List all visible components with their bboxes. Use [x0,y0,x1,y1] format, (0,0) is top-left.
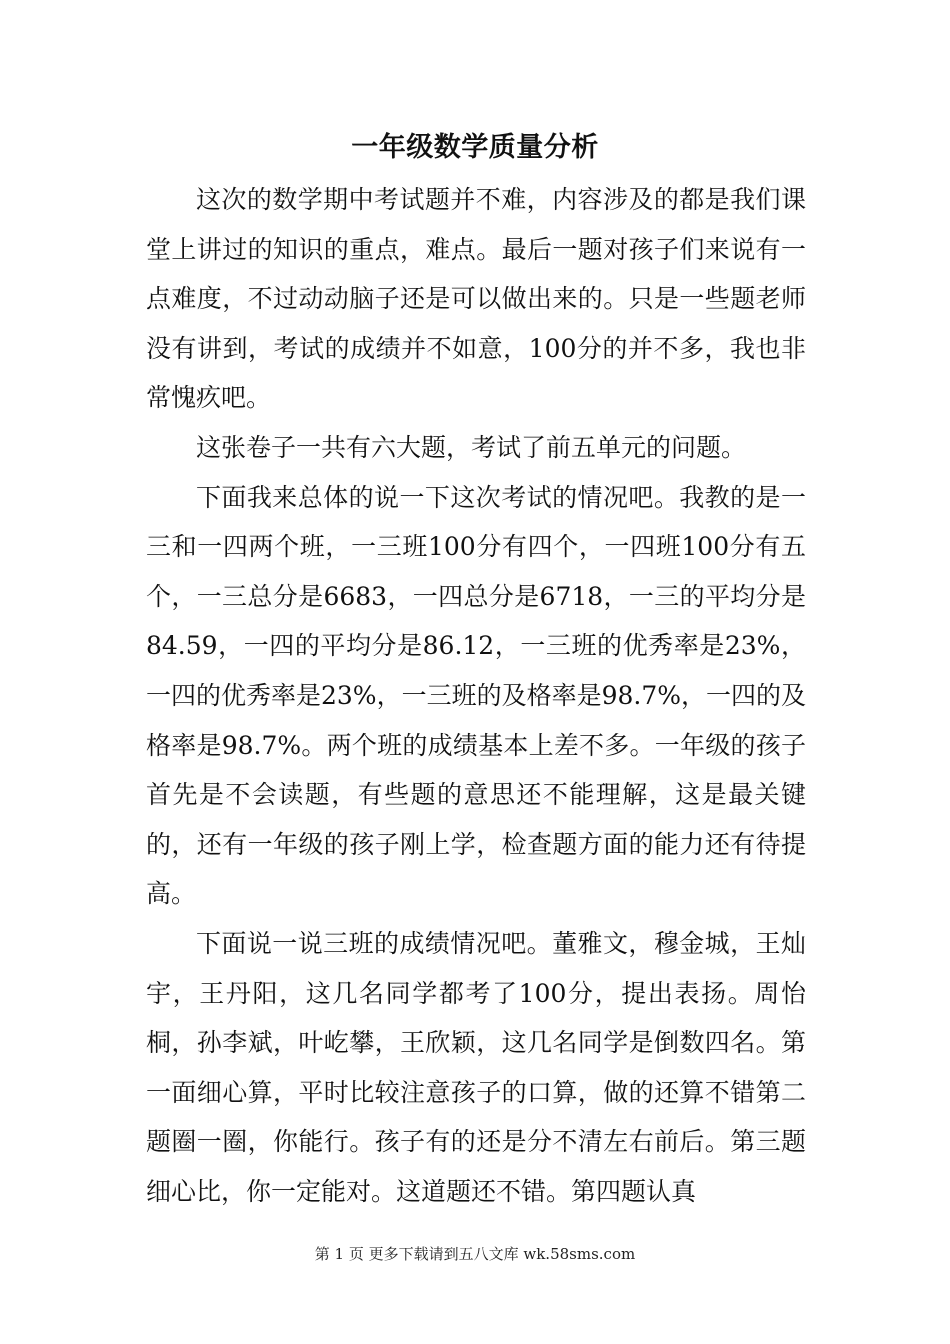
page-footer: 第 1 页 更多下载请到五八文库 wk.58sms.com [314,1245,636,1263]
document-title: 一年级数学质量分析 [351,132,599,163]
paragraph-structure: 这张卷子一共有六大题，考试了前五单元的问题。 [196,432,747,462]
paragraph-intro: 这次的数学期中考试题并不难，内容涉及的都是我们课堂上讲过的知识的重点，难点。最后一题对孩子们来说有一点难度，不过动动脑子还是可以做出来的。只是一些题老师没有讲到，考试的成绩并不如意，100分的并不多，我也非常愧疚吧。 [146,185,806,413]
document-body [146,175,806,1216]
paragraph-class-three: 下面说一说三班的成绩情况吧。董雅文，穆金城，王灿宇，王丹阳，这几名同学都考了100分，提出表扬。周怡桐，孙李斌，叶屹攀，王欣颖，这几名同学是倒数四名。第一面细心算，平时比较注意孩子的口算，做的还算不错第二题圈一圈，你能行。孩子有的还是分不清左右前后。第三题细心比，你一定能对。这道题还不错。第四题认真 [146,928,806,1206]
paragraph-overall-results: 下面我来总体的说一下这次考试的情况吧。我教的是一三和一四两个班，一三班100分有四个，一四班100分有五个，一三总分是6683，一四总分是6718，一三的平均分是84.59，一四的平均分是86.12，一三班的优秀率是23%，一四的优秀率是23%，一三班的及格率是98.7%，一四的及格率是98.7%。两个班的成绩基本上差不多。一年级的孩子首先是不会读题，有些题的意思还不能理解，这是最关键的，还有一年级的孩子刚上学，检查题方面的能力还有待提高。 [146,482,806,909]
